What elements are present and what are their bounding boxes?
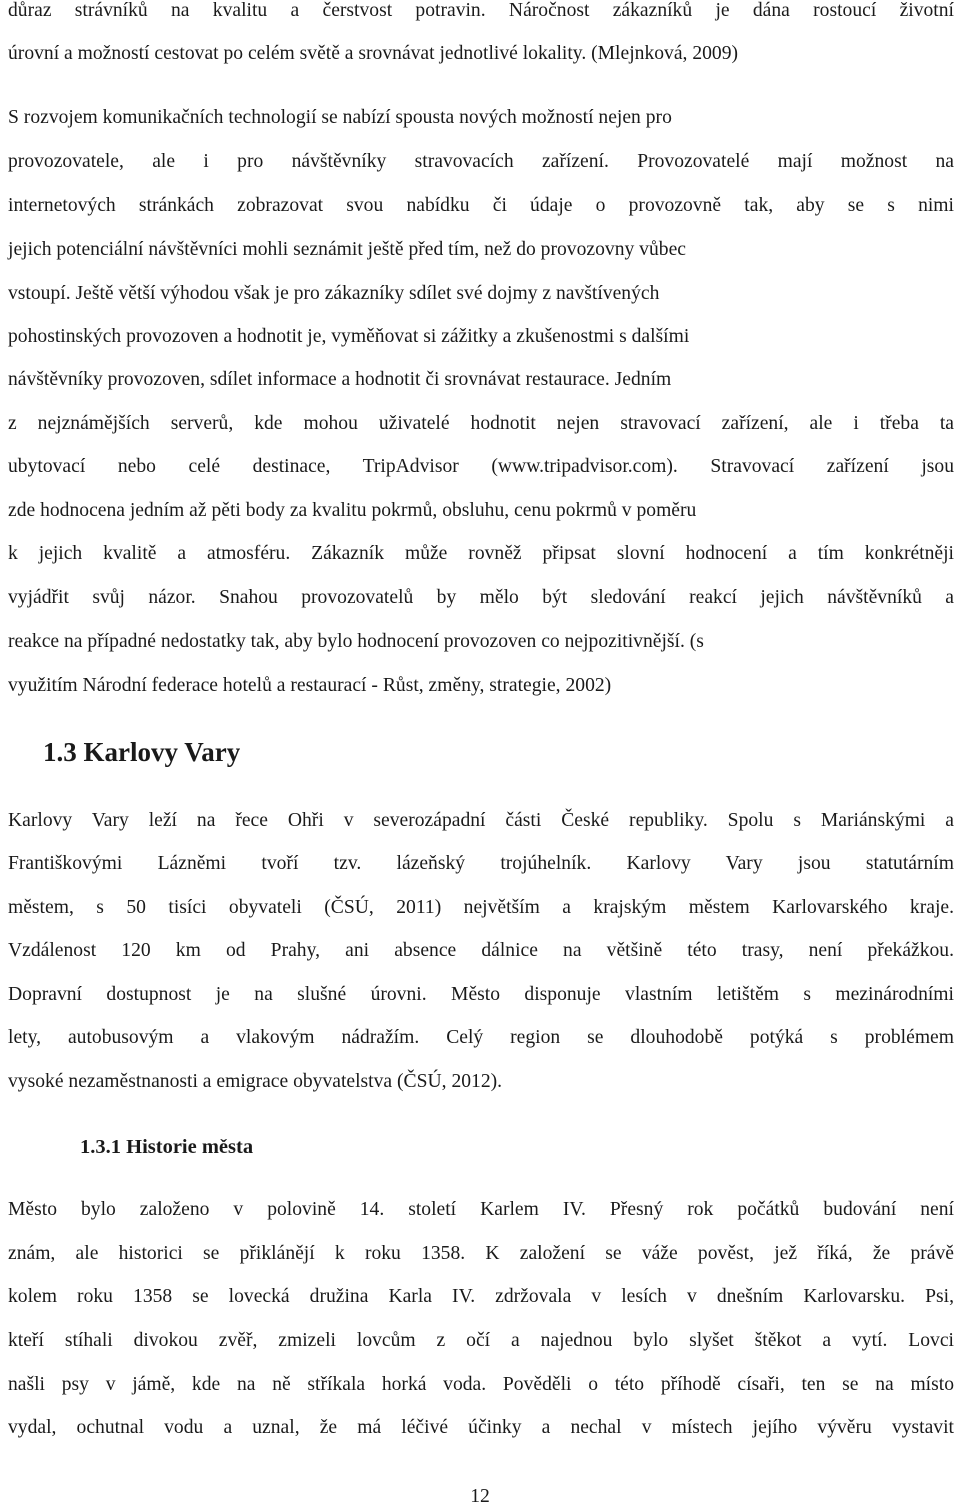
text-line: provozovatele, ale i pro návštěvníky stravovacích zařízení. Provozovatelé mají možnost na xyxy=(8,151,954,172)
text-line: Dopravní dostupnost je na slušné úrovni. Město disponuje vlastním letištěm s mezinárodními xyxy=(8,984,954,1005)
subsection-heading: 1.3.1 Historie města xyxy=(80,1136,254,1158)
text-line: lety, autobusovým a vlakovým nádražím. Celý region se dlouhodobě potýká s problémem xyxy=(8,1027,954,1048)
text-line: využitím Národní federace hotelů a restaurací - Růst, změny, strategie, 2002) xyxy=(8,675,612,696)
text-line: městem, s 50 tisíci obyvateli (ČSÚ, 2011) největším a krajským městem Karlovarského kraje. xyxy=(8,897,954,918)
text-line: znám, ale historici se přiklánějí k roku 1358. K založení se váže pověst, jež říká, že právě xyxy=(8,1243,954,1264)
text-line: vysoké nezaměstnanosti a emigrace obyvatelstva (ČSÚ, 2012). xyxy=(8,1071,503,1092)
page-number: 12 xyxy=(470,1486,490,1507)
text-line: k jejich kvalitě a atmosféru. Zákazník může rovněž připsat slovní hodnocení a tím konkrétněji xyxy=(8,543,954,564)
text-line: zde hodnocena jedním až pěti body za kvalitu pokrmů, obsluhu, cenu pokrmů v poměru xyxy=(8,500,697,521)
text-line: internetových stránkách zobrazovat svou nabídku či údaje o provozovně tak, aby se s nimi xyxy=(8,195,954,216)
text-line: vyjádřit svůj názor. Snahou provozovatelů by mělo být sledování reakcí jejich návštěvníků a xyxy=(8,587,954,608)
text-line: důraz strávníků na kvalitu a čerstvost potravin. Náročnost zákazníků je dána rostoucí životní xyxy=(8,0,954,21)
text-line: návštěvníky provozoven, sdílet informace a hodnotit či srovnávat restaurace. Jedním xyxy=(8,369,672,390)
text-line: jejich potenciální návštěvníci mohli seznámit ještě před tím, než do provozovny vůbec xyxy=(8,239,686,260)
text-line: ubytovací nebo celé destinace, TripAdvisor (www.tripadvisor.com). Stravovací zařízení jsou xyxy=(8,456,954,477)
text-line: Karlovy Vary leží na řece Ohři v severozápadní části České republiky. Spolu s Mariánskými a xyxy=(8,810,954,831)
text-line: Františkovými Lázněmi tvoří tzv. lázeňský trojúhelník. Karlovy Vary jsou statutárním xyxy=(8,853,954,874)
text-line: Vzdálenost 120 km od Prahy, ani absence dálnice na většině této trasy, není překážkou. xyxy=(8,940,954,961)
text-line: reakce na případné nedostatky tak, aby bylo hodnocení provozoven co nejpozitivnější. (s xyxy=(8,631,704,652)
text-line: našli psy v jámě, kde na ně stříkala horká voda. Pověděli o této příhodě císaři, ten se na místo xyxy=(8,1374,954,1395)
text-line: vydal, ochutnal vodu a uznal, že má léčivé účinky a nechal v místech jejího vývěru vystavit xyxy=(8,1417,954,1438)
text-line: kolem roku 1358 se lovecká družina Karla IV. zdržovala v lesích v dnešním Karlovarsku. Psi, xyxy=(8,1286,954,1307)
text-line: z nejznámějších serverů, kde mohou uživatelé hodnotit nejen stravovací zařízení, ale i třeba ta xyxy=(8,413,954,434)
text-line: pohostinských provozoven a hodnotit je, vyměňovat si zážitky a zkušenostmi s dalšími xyxy=(8,326,690,347)
text-line: vstoupí. Ještě větší výhodou však je pro zákazníky sdílet své dojmy z navštívených xyxy=(8,283,660,304)
text-line: úrovní a možností cestovat po celém světě a srovnávat jednotlivé lokality. (Mlejnková, 2009) xyxy=(8,43,739,64)
text-line: kteří stíhali divokou zvěř, zmizeli lovcům z očí a najednou bylo slyšet štěkot a vytí. Lovci xyxy=(8,1330,954,1351)
text-line: Město bylo založeno v polovině 14. století Karlem IV. Přesný rok počátků budování není xyxy=(8,1199,954,1220)
section-heading: 1.3 Karlovy Vary xyxy=(43,737,241,767)
text-line: S rozvojem komunikačních technologií se nabízí spousta nových možností nejen pro xyxy=(8,107,672,128)
